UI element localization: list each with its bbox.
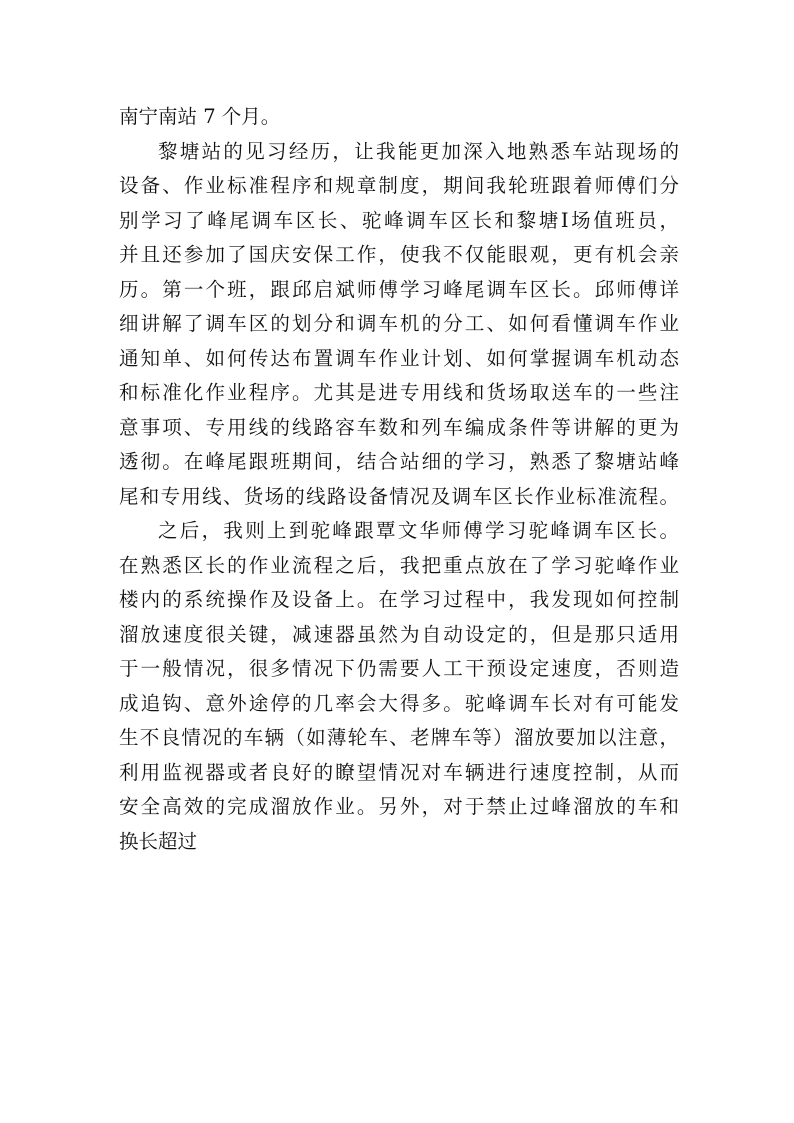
text-line: 换长超过 xyxy=(119,829,198,853)
body-text xyxy=(119,100,679,859)
text-line: 在熟悉区长的作业流程之后，我把重点放在了学习驼峰作业 xyxy=(119,553,679,577)
text-line: 溜放速度很关键，减速器虽然为自动设定的，但是那只适用 xyxy=(119,622,679,646)
text-line: 楼内的系统操作及设备上。在学习过程中，我发现如何控制 xyxy=(119,588,679,611)
text-line: 别学习了峰尾调车区长、驼峰调车区长和黎塘Ⅰ场值班员， xyxy=(119,208,679,232)
text-line: 细讲解了调车区的划分和调车机的分工、如何看懂调车作业 xyxy=(119,312,679,335)
text-line: 安全高效的完成溜放作业。另外，对于禁止过峰溜放的车和 xyxy=(119,795,679,818)
text-line: 设备、作业标准程序和规章制度，期间我轮班跟着师傅们分 xyxy=(119,174,679,197)
text-line: 透彻。在峰尾跟班期间，结合站细的学习，熟悉了黎塘站峰 xyxy=(119,450,679,473)
text-line: 意事项、专用线的线路容车数和列车编成条件等讲解的更为 xyxy=(119,415,679,439)
text-line: 利用监视器或者良好的瞭望情况对车辆进行速度控制，从而 xyxy=(119,760,679,784)
text-line: 于一般情况，很多情况下仍需要人工干预设定速度，否则造 xyxy=(119,657,679,680)
text-line: 生不良情况的车辆（如薄轮车、老牌车等）溜放要加以注意， xyxy=(119,726,679,749)
text-line: 通知单、如何传达布置调车作业计划、如何掌握调车机动态 xyxy=(119,346,679,370)
text-line: 历。第一个班，跟邱启斌师傅学习峰尾调车区长。邱师傅详 xyxy=(119,277,679,301)
text-line: 南宁南站 7 个月。 xyxy=(119,105,281,128)
text-line: 和标准化作业程序。尤其是进专用线和货场取送车的一些注 xyxy=(119,381,679,404)
paragraph-first-line: 黎塘站的见习经历，让我能更加深入地熟悉车站现场的 xyxy=(158,139,679,163)
text-line: 并且还参加了国庆安保工作，使我不仅能眼观，更有机会亲 xyxy=(119,243,679,266)
text-line: 成追钩、意外途停的几率会大得多。驼峰调车长对有可能发 xyxy=(119,691,679,715)
paragraph-first-line: 之后，我则上到驼峰跟覃文华师傅学习驼峰调车区长。 xyxy=(158,519,679,542)
text-line: 尾和专用线、货场的线路设备情况及调车区长作业标准流程。 xyxy=(119,484,679,508)
